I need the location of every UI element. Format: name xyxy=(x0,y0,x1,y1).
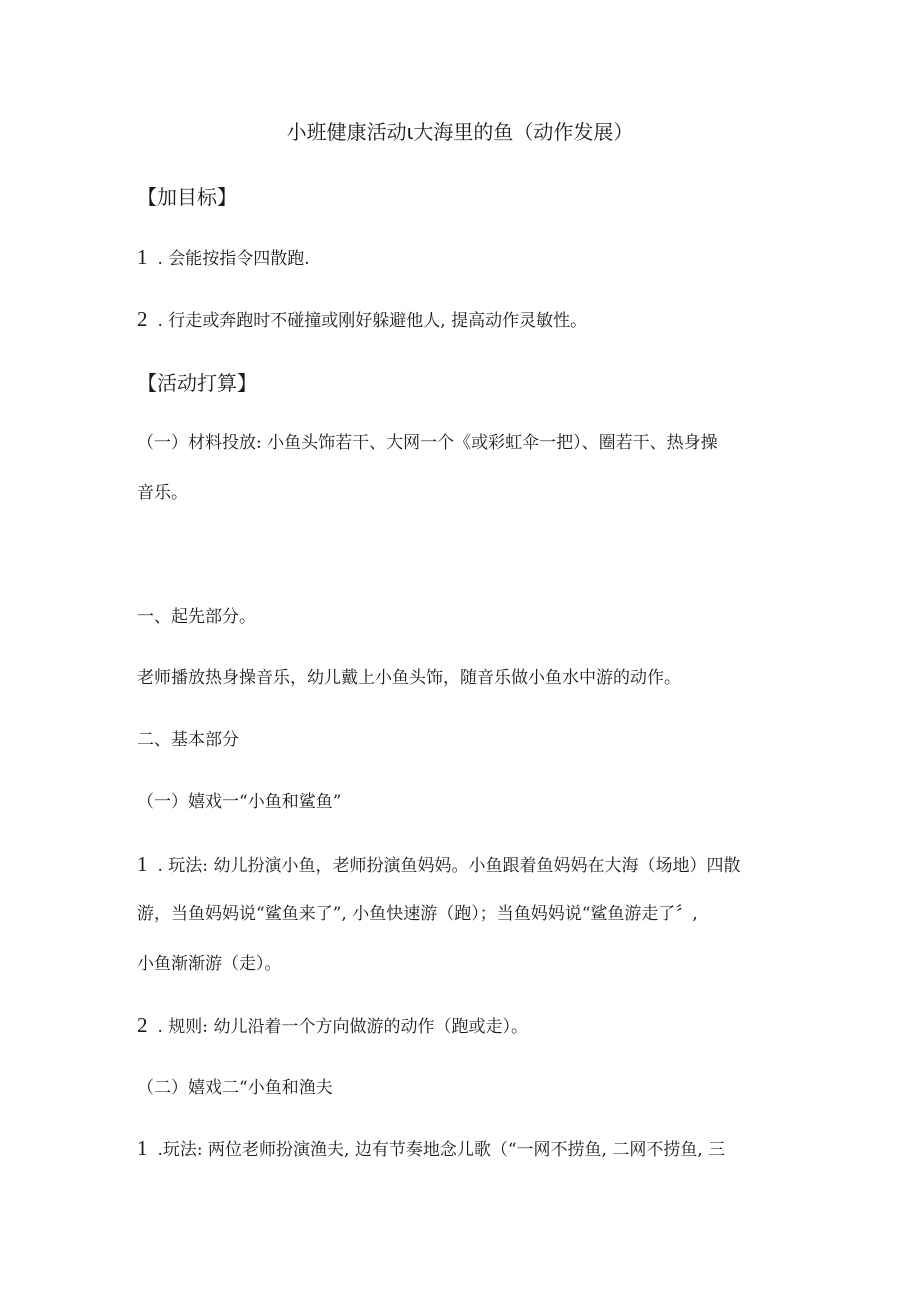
materials-line-1: （一）材料投放: 小鱼头饰若干、大网一个《或彩虹伞一把）、圈若干、热身操 xyxy=(137,433,718,453)
document-title: 小班健康活动ι大海里的鱼（动作发展） xyxy=(286,120,634,144)
rule-text: . 规则: 幼儿沿着一个方向做游的动作（跑或走）。 xyxy=(157,1017,528,1037)
part1-text: 老师播放热身操音乐，幼儿戴上小鱼头饰，随音乐做小鱼水中游的动作。 xyxy=(137,668,681,688)
game1-rule-line: 小鱼渐渐游（走）。 xyxy=(137,954,282,974)
rule-text: .玩法: 两位老师扮演渔夫, 边有节奏地念儿歌（“一网不捞鱼, 二网不捞鱼, 三 xyxy=(157,1140,726,1160)
rule-number: 1 xyxy=(137,1136,148,1160)
game1-rule-line xyxy=(137,1013,787,1039)
game1-rule-line xyxy=(137,852,787,878)
rule-number: 1 xyxy=(137,852,148,876)
goal-item-1 xyxy=(137,245,787,271)
rule-number: 2 xyxy=(137,1013,148,1037)
goal-number: 2 xyxy=(137,307,148,331)
goal-item-2 xyxy=(137,307,787,333)
rule-text: . 玩法: 幼儿扮演小鱼，老师扮演鱼妈妈。小鱼跟着鱼妈妈在大海（场地）四散 xyxy=(157,856,741,876)
part2-heading: 二、基本部分 xyxy=(137,730,239,750)
goals-heading: 【加目标】 xyxy=(137,185,237,209)
part1-heading: 一、起先部分。 xyxy=(137,607,256,627)
goal-text: . 行走或奔跑时不碰撞或刚好躲避他人, 提高动作灵敏性。 xyxy=(157,311,588,331)
goal-number: 1 xyxy=(137,245,148,269)
game1-heading: （一）嬉戏一“小鱼和鲨鱼” xyxy=(137,792,342,812)
game2-heading: （二）嬉戏二“小鱼和渔夫 xyxy=(137,1078,333,1098)
goal-text: . 会能按指令四散跑. xyxy=(157,249,310,269)
materials-line-2: 音乐。 xyxy=(137,483,188,503)
plan-heading: 【活动打算】 xyxy=(137,371,257,395)
game1-rule-line: 游，当鱼妈妈说“鲨鱼来了”, 小鱼快速游（跑）；当鱼妈妈说“鲨鱼游走了〞, xyxy=(137,904,698,924)
game2-rule-line xyxy=(137,1136,787,1162)
